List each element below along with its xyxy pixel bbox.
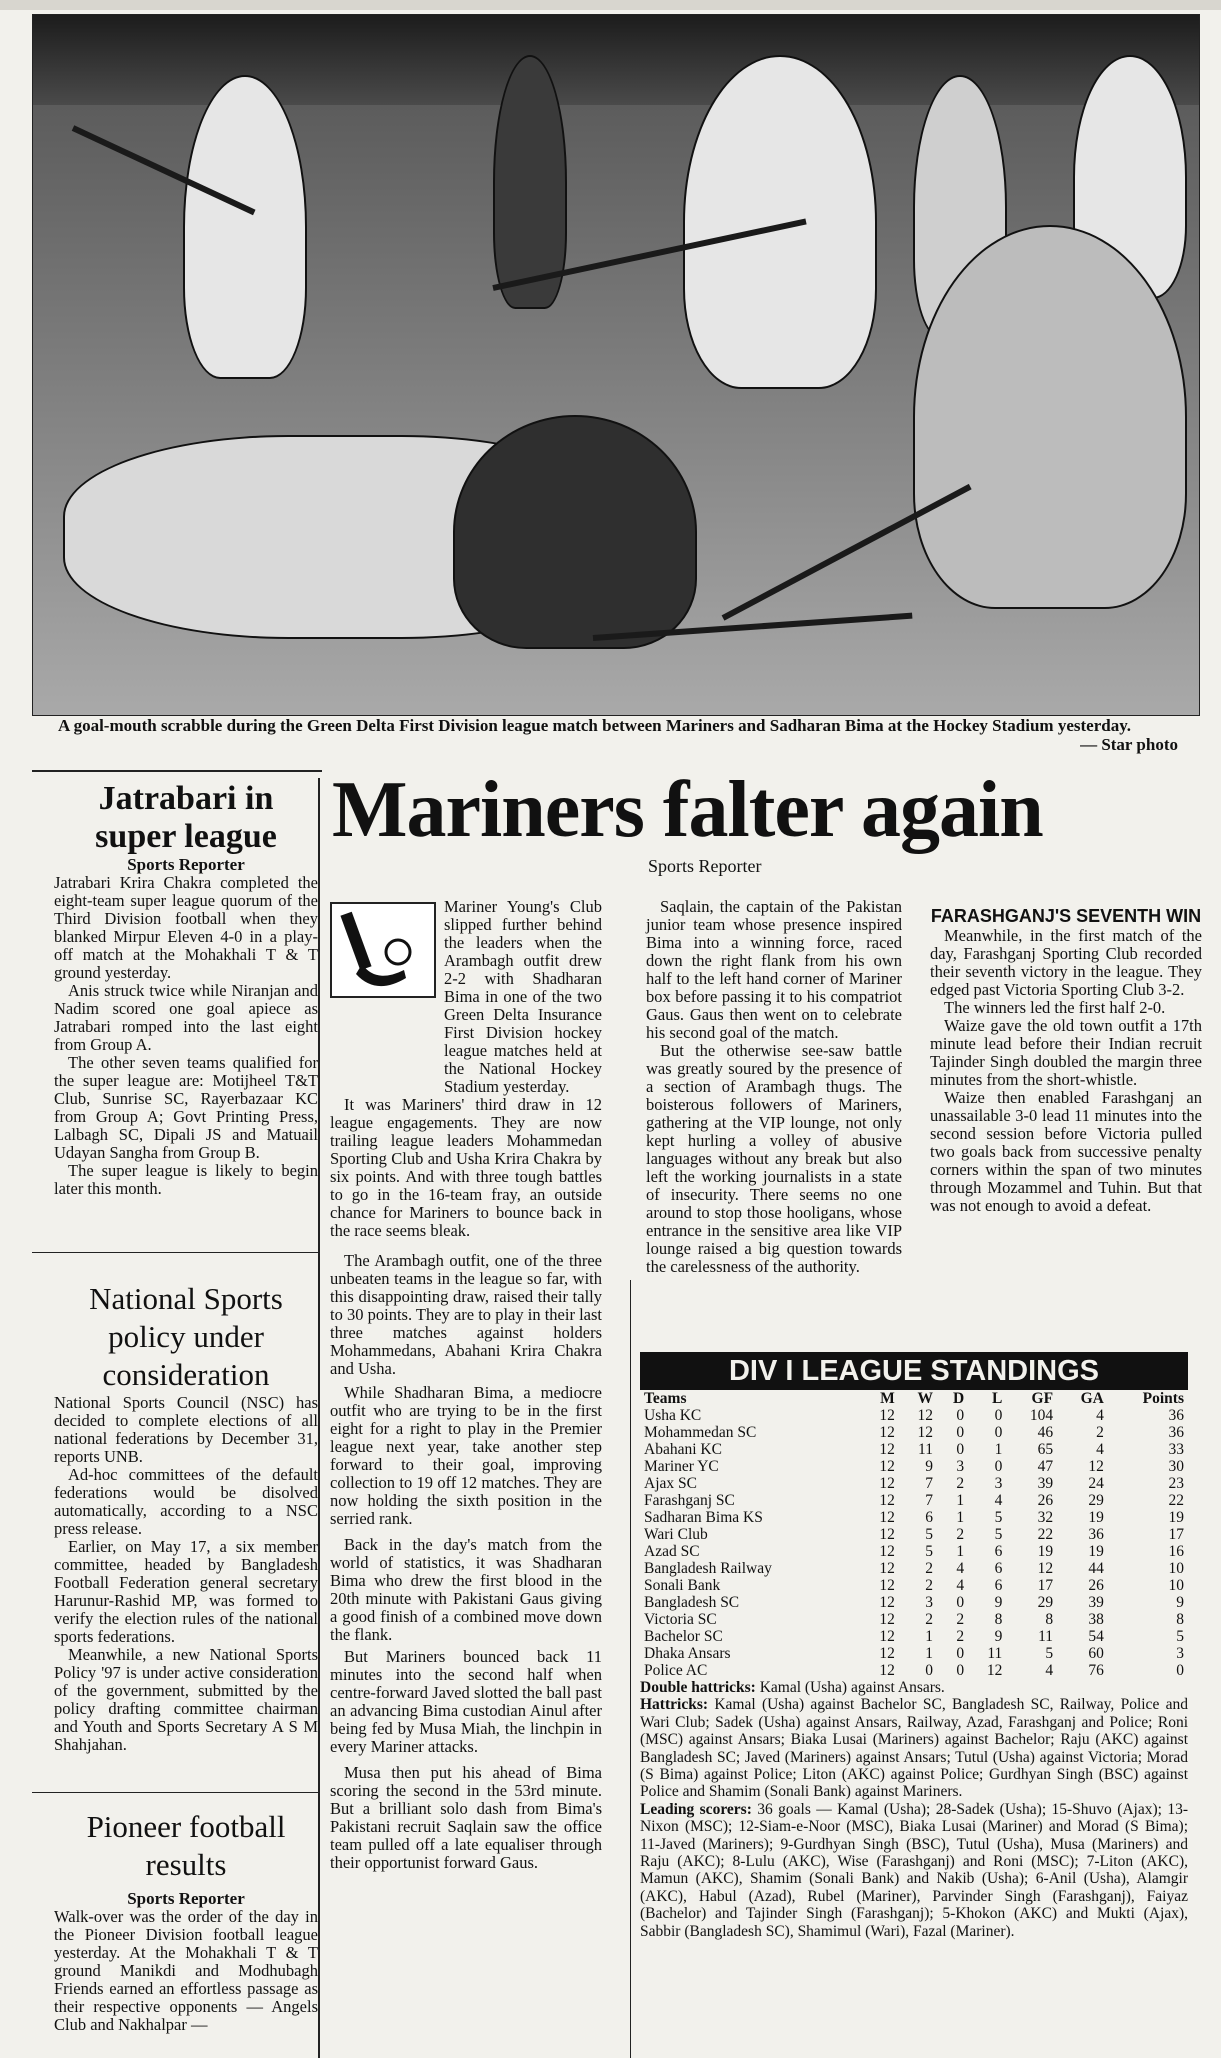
divider bbox=[318, 778, 320, 2058]
photo-credit: — Star photo bbox=[1080, 735, 1178, 754]
stat-cell: 26 bbox=[1088, 1577, 1104, 1594]
stat-cell: 36 bbox=[1168, 1424, 1184, 1441]
stat-cell: 44 bbox=[1088, 1560, 1104, 1577]
stat-cell: 10 bbox=[1168, 1560, 1184, 1577]
stat-cell: 19 bbox=[1168, 1509, 1184, 1526]
stat-cell: 0 bbox=[925, 1662, 933, 1679]
stat-cell: 12 bbox=[879, 1424, 895, 1441]
stat-cell: 12 bbox=[879, 1628, 895, 1645]
team-name-cell: Usha KC bbox=[644, 1407, 702, 1424]
table-row bbox=[640, 1645, 1188, 1662]
stat-cell: 5 bbox=[1176, 1628, 1184, 1645]
stat-cell: 54 bbox=[1088, 1628, 1104, 1645]
stat-cell: 12 bbox=[879, 1611, 895, 1628]
stat-cell: 12 bbox=[879, 1458, 895, 1475]
column-header: L bbox=[991, 1390, 1003, 1407]
player-figure bbox=[183, 75, 307, 379]
stat-cell: 65 bbox=[1037, 1441, 1054, 1458]
main-headline: Mariners falter again bbox=[332, 766, 1043, 854]
column-header: W bbox=[917, 1390, 933, 1407]
story-pioneer bbox=[54, 1808, 318, 2034]
headline: Pioneer football results bbox=[86, 1809, 286, 1882]
paragraph: But Mariners bounced back 11 minutes into the second half when centre-forward Javed slotted the ball past an advancing Bima custodian Ainul after being fed by Musa Miah, the linchpin in every Mariner attacks. bbox=[330, 1647, 602, 1756]
stat-cell: 2 bbox=[956, 1526, 965, 1543]
table-row bbox=[640, 1475, 1188, 1492]
team-name-cell: Mariner YC bbox=[644, 1458, 719, 1475]
stat-cell: 6 bbox=[925, 1509, 933, 1526]
table-row bbox=[640, 1560, 1188, 1577]
paragraph: Meanwhile, in the first match of the day, Farashganj Sporting Club recorded their seventh victory in the league. They edged past Victoria Sporting Club 3-2. bbox=[930, 926, 1202, 999]
stat-cell: 0 bbox=[956, 1594, 965, 1611]
paragraph: Walk-over was the order of the day in the Pioneer Division football league yesterday. At the Mohakhali T & T ground Manikdi and Modhubagh Friends earned an effortless passage as their respective opponents — Angels Club and Nakhalpar — bbox=[54, 1907, 318, 2034]
stat-cell: 0 bbox=[956, 1424, 965, 1441]
stat-cell: 1 bbox=[956, 1543, 965, 1560]
stat-cell: 8 bbox=[1176, 1611, 1184, 1628]
stat-cell: 29 bbox=[1088, 1492, 1104, 1509]
stat-cell: 12 bbox=[1088, 1458, 1104, 1475]
stat-cell: 36 bbox=[1168, 1407, 1184, 1424]
stat-cell: 6 bbox=[994, 1560, 1003, 1577]
stat-cell: 9 bbox=[1176, 1594, 1184, 1611]
stat-cell: 104 bbox=[1029, 1407, 1054, 1424]
stat-cell: 12 bbox=[879, 1577, 895, 1594]
main-col-1 bbox=[330, 898, 602, 1872]
stat-cell: 19 bbox=[1088, 1543, 1104, 1560]
stat-cell: 12 bbox=[917, 1424, 933, 1441]
stat-cell: 2 bbox=[925, 1577, 933, 1594]
stat-cell: 4 bbox=[1096, 1407, 1104, 1424]
team-name-cell: Victoria SC bbox=[644, 1611, 717, 1628]
stat-cell: 12 bbox=[879, 1492, 895, 1509]
column-header: M bbox=[880, 1390, 895, 1407]
paragraph: While Shadharan Bima, a mediocre outfit who are trying to be in the first eight for a right to play in the Premier league next year, take another step forward to their goal, improving collection to 19 off 12 matches. They are now holding the sixth position in the serried rank. bbox=[330, 1383, 602, 1528]
paragraph: Mariner Young's Club slipped further behind the leaders when the Arambagh outfit drew 2-2 with Shadharan Bima in one of the two Green Delta Insurance First Division hockey league matches held at the National Hockey Stadium yesterday. bbox=[444, 897, 602, 1096]
stat-cell: 17 bbox=[1168, 1526, 1184, 1543]
stat-cell: 12 bbox=[879, 1509, 895, 1526]
caption-text: A goal-mouth scrabble during the Green Delta First Division league match between Mariners and Sadharan Bima at the Hockey Stadium yesterday. bbox=[58, 716, 1132, 735]
table-header-row bbox=[640, 1390, 1188, 1407]
main-byline: Sports Reporter bbox=[648, 856, 762, 876]
team-name-cell: Dhaka Ansars bbox=[644, 1645, 731, 1662]
stat-cell: 12 bbox=[879, 1526, 895, 1543]
stat-cell: 4 bbox=[1096, 1441, 1104, 1458]
stat-cell: 8 bbox=[1045, 1611, 1054, 1628]
team-name-cell: Sonali Bank bbox=[644, 1577, 721, 1594]
byline: Sports Reporter bbox=[127, 855, 245, 874]
paragraph: Waize gave the old town outfit a 17th minute lead before their Indian recruit Tajinder Singh doubled the margin three minutes from the short-whistle. bbox=[930, 1016, 1202, 1089]
stat-cell: 5 bbox=[925, 1526, 933, 1543]
table-row bbox=[640, 1577, 1188, 1594]
standings-panel bbox=[640, 1352, 1188, 1940]
paragraph: The super league is likely to begin later this month. bbox=[54, 1161, 318, 1198]
stat-cell: 2 bbox=[956, 1628, 965, 1645]
stat-cell: 19 bbox=[1088, 1509, 1104, 1526]
stat-cell: 9 bbox=[994, 1628, 1003, 1645]
stat-cell: 12 bbox=[879, 1645, 895, 1662]
stat-cell: 12 bbox=[879, 1662, 895, 1679]
team-name-cell: Ajax SC bbox=[644, 1475, 697, 1492]
paragraph: Waize then enabled Farashganj an unassailable 3-0 lead 11 minutes into the second session before Victoria pulled two goals back from successive penalty corners within the span of two minutes through Mozammel and Tuhin. But that was not enough to avoid a defeat. bbox=[930, 1088, 1202, 1215]
stat-cell: 2 bbox=[925, 1560, 933, 1577]
stat-cell: 3 bbox=[925, 1594, 933, 1611]
stat-cell: 12 bbox=[986, 1662, 1003, 1679]
team-name-cell: Police AC bbox=[644, 1662, 708, 1679]
column-header: GA bbox=[1080, 1390, 1104, 1407]
hockey-match-photo bbox=[32, 14, 1200, 716]
stat-cell: 12 bbox=[879, 1407, 895, 1424]
byline: Sports Reporter bbox=[127, 1889, 245, 1908]
stat-cell: 4 bbox=[994, 1492, 1003, 1509]
page-top-strip bbox=[0, 0, 1221, 10]
headline: Jatrabari in super league bbox=[95, 780, 277, 855]
stat-cell: 12 bbox=[917, 1407, 933, 1424]
stat-cell: 39 bbox=[1088, 1594, 1104, 1611]
stat-cell: 1 bbox=[994, 1441, 1003, 1458]
team-name-cell: Bangladesh Railway bbox=[644, 1560, 772, 1577]
stat-cell: 0 bbox=[994, 1458, 1003, 1475]
stat-cell: 16 bbox=[1168, 1543, 1184, 1560]
stat-cell: 0 bbox=[956, 1441, 965, 1458]
standings-body bbox=[640, 1407, 1188, 1679]
stat-cell: 4 bbox=[956, 1560, 965, 1577]
stat-cell: 22 bbox=[1037, 1526, 1054, 1543]
story-jatrabari bbox=[54, 780, 318, 1198]
stat-cell: 26 bbox=[1037, 1492, 1054, 1509]
paragraph: Musa then put his ahead of Bima scoring the second in the 53rd minute. But a brilliant solo dash from Bima's Pakistani recruit Saqlain saw the office team pulled off a late equaliser through their opportunist forward Gaus. bbox=[330, 1763, 602, 1872]
table-row bbox=[640, 1492, 1188, 1509]
divider bbox=[32, 1252, 318, 1253]
story-sports-policy bbox=[54, 1280, 318, 1754]
stat-cell: 60 bbox=[1088, 1645, 1104, 1662]
stat-cell: 6 bbox=[994, 1577, 1003, 1594]
table-row bbox=[640, 1611, 1188, 1628]
player-figure bbox=[683, 55, 877, 389]
stat-cell: 8 bbox=[994, 1611, 1003, 1628]
stat-cell: 2 bbox=[956, 1611, 965, 1628]
team-name-cell: Wari Club bbox=[644, 1526, 708, 1543]
notes-text: Kamal (Usha) against Bachelor SC, Bangladesh SC, Railway, Police and Wari Club; Sadek (Usha) against Ansars, Railway, Azad, Farashganj and Police; Roni (MSC) against Ansars; Biaka Lusai (Mariners) against Bachelor; Raju (AKC) against Bangladesh SC; Javed (Mariners) against Ansars; Tutul (Usha) against Victoria; Morad (S Bima) against Police; Liton (AKC) against Police; Gurdhyan Singh (BSC) against Police and Shamim (Sonali Bank) against Mariners. bbox=[640, 1696, 1188, 1801]
stat-cell: 1 bbox=[925, 1645, 933, 1662]
table-row bbox=[640, 1407, 1188, 1424]
headline: National Sports policy under consideration bbox=[89, 1281, 283, 1392]
stat-cell: 12 bbox=[879, 1543, 895, 1560]
team-name-cell: Bachelor SC bbox=[644, 1628, 723, 1645]
stat-cell: 1 bbox=[956, 1492, 965, 1509]
stat-cell: 39 bbox=[1037, 1475, 1054, 1492]
stat-cell: 5 bbox=[994, 1526, 1003, 1543]
stat-cell: 12 bbox=[879, 1560, 895, 1577]
column-header: Points bbox=[1142, 1390, 1184, 1407]
stadium-stands bbox=[33, 15, 1199, 105]
team-name-cell: Bangladesh SC bbox=[644, 1594, 740, 1611]
stat-cell: 47 bbox=[1037, 1458, 1054, 1475]
main-col-2 bbox=[646, 898, 902, 1276]
goalkeeper-figure bbox=[453, 415, 697, 649]
paragraph: The winners led the first half 2-0. bbox=[944, 998, 1166, 1017]
team-name-cell: Abahani KC bbox=[644, 1441, 722, 1458]
stat-cell: 29 bbox=[1037, 1594, 1054, 1611]
standings-table bbox=[640, 1390, 1188, 1679]
photo-caption bbox=[58, 716, 1178, 754]
table-row bbox=[640, 1594, 1188, 1611]
stat-cell: 11 bbox=[1038, 1628, 1054, 1645]
stat-cell: 4 bbox=[956, 1577, 965, 1594]
paragraph: Earlier, on May 17, a six member committee, headed by Bangladesh Football Federation general secretary Harunur-Rashid MP, was formed to verify the election rules of the national sports federations. bbox=[54, 1537, 318, 1646]
stat-cell: 1 bbox=[925, 1628, 933, 1645]
column-header: GF bbox=[1031, 1390, 1054, 1407]
divider bbox=[630, 1280, 631, 2058]
stat-cell: 33 bbox=[1168, 1441, 1184, 1458]
stat-cell: 2 bbox=[956, 1475, 965, 1492]
table-row bbox=[640, 1662, 1188, 1679]
paragraph: The other seven teams qualified for the super league are: Motijheel T&T Club, Sunrise SC, Rayerbazaar KC from Group A; Govt Printing Press, Lalbagh SC, Dipali JS and Matuail Udayan Sangha from Group B. bbox=[54, 1053, 318, 1162]
stat-cell: 3 bbox=[956, 1458, 965, 1475]
notes-label: Double hattricks: bbox=[640, 1679, 756, 1696]
stat-cell: 46 bbox=[1037, 1424, 1054, 1441]
notes-text: 36 goals — Kamal (Usha); 28-Sadek (Usha); 15-Shuvo (Ajax); 13-Nixon (MSC); 12-Siam-e-Noor (MSC), Biaka Lusai (Mariner) and Morad (S Bima); 11-Javed (Mariners); 9-Gurdhyan Singh (BSC), Tutul (Usha), Musa (Mariners) and Raju (AKC); 8-Lulu (AKC), Wise (Farashganj) and Roni (MSC); 7-Liton (AKC), Mamun (AKC), Shamim (Sonali Bank) and Nakib (Usha); 6-Anil (Usha), Alamgir (AKC), Habul (Azad), Rubel (Mariner), Parvinder Singh (Farashganj), Faiyaz (Bachelor) and Tajinder Singh (Farashganj); 5-Khokon (AKC) and Mukti (Ajax), Sabbir (Bangladesh SC), Shamimul (Wari), Fazal (Mariner). bbox=[640, 1800, 1189, 1940]
column-header: D bbox=[952, 1390, 965, 1407]
stat-cell: 1 bbox=[956, 1509, 965, 1526]
paragraph: Ad-hoc committees of the default federations would be disolved automatically, according to a NSC press release. bbox=[54, 1465, 318, 1538]
stat-cell: 0 bbox=[956, 1407, 965, 1424]
paragraph: It was Mariners' third draw in 12 league engagements. They are now trailing league leaders Mohammedan Sporting Club and Usha Krira Chakra by six points. And with three tough battles to go in the 16-team fray, an outside chance for Mariners to bounce back in the race seems bleak. bbox=[330, 1095, 602, 1240]
paragraph: Jatrabari Krira Chakra completed the eight-team super league quorum of the Third Division football when they blanked Mirpur Eleven 4-0 in a play-off match at the Mohakhali T & T ground yesterday. bbox=[54, 873, 318, 982]
stat-cell: 2 bbox=[925, 1611, 933, 1628]
stat-cell: 0 bbox=[994, 1424, 1003, 1441]
stat-cell: 23 bbox=[1168, 1475, 1184, 1492]
stat-cell: 38 bbox=[1088, 1611, 1104, 1628]
stat-cell: 5 bbox=[925, 1543, 933, 1560]
notes-label: Leading scorers: bbox=[640, 1800, 752, 1818]
standings-notes bbox=[640, 1679, 1188, 1940]
stat-cell: 5 bbox=[1045, 1645, 1054, 1662]
divider bbox=[32, 770, 322, 772]
notes-text: Kamal (Usha) against Ansars. bbox=[759, 1679, 945, 1696]
table-row bbox=[640, 1543, 1188, 1560]
paragraph: Meanwhile, a new National Sports Policy '97 is under active consideration of the government, submitted by the policy drafting committee chairman and Youth and Sports Secretary A S M Shahjahan. bbox=[54, 1645, 318, 1754]
table-row bbox=[640, 1441, 1188, 1458]
stat-cell: 22 bbox=[1168, 1492, 1184, 1509]
table-row bbox=[640, 1526, 1188, 1543]
stat-cell: 11 bbox=[987, 1645, 1003, 1662]
table-row bbox=[640, 1509, 1188, 1526]
subheading: FARASHGANJ'S SEVENTH WIN bbox=[930, 906, 1202, 926]
stat-cell: 4 bbox=[1045, 1662, 1054, 1679]
stat-cell: 30 bbox=[1168, 1458, 1184, 1475]
main-col-3 bbox=[930, 898, 1202, 1215]
stat-cell: 7 bbox=[925, 1475, 933, 1492]
team-name-cell: Mohammedan SC bbox=[644, 1424, 757, 1441]
paragraph: Saqlain, the captain of the Pakistan junior team whose presence inspired Bima into a winning force, raced down the right flank from his own half to the left hand corner of Mariner box before passing it to his compatriot Gaus. Gaus then went on to celebrate his second goal of the match. bbox=[646, 897, 902, 1042]
table-row bbox=[640, 1628, 1188, 1645]
player-figure bbox=[913, 225, 1187, 609]
paragraph: Anis struck twice while Niranjan and Nadim scored one goal apiece as Jatrabari romped into the last eight from Group A. bbox=[54, 981, 318, 1054]
stat-cell: 5 bbox=[994, 1509, 1003, 1526]
stat-cell: 10 bbox=[1168, 1577, 1184, 1594]
stat-cell: 12 bbox=[879, 1594, 895, 1611]
paragraph: National Sports Council (NSC) has decided to complete elections of all national federations by December 31, reports UNB. bbox=[54, 1393, 318, 1466]
stat-cell: 0 bbox=[956, 1645, 965, 1662]
stat-cell: 0 bbox=[956, 1662, 965, 1679]
standings-title: DIV I LEAGUE STANDINGS bbox=[640, 1352, 1188, 1390]
paragraph: Back in the day's match from the world of statistics, it was Shadharan Bima who drew the first blood in the 20th minute with Pakistani Gaus giving a good finish of a combined move down the flank. bbox=[330, 1535, 602, 1644]
stat-cell: 6 bbox=[994, 1543, 1003, 1560]
divider bbox=[32, 1792, 318, 1793]
stat-cell: 17 bbox=[1037, 1577, 1054, 1594]
stat-cell: 24 bbox=[1088, 1475, 1104, 1492]
stat-cell: 36 bbox=[1088, 1526, 1104, 1543]
paragraph: The Arambagh outfit, one of the three unbeaten teams in the league so far, with this disappointing draw, raised their tally to 30 points. They are to play in their last three matches against holders Mohammedans, Abahani Krira Chakra and Usha. bbox=[330, 1251, 602, 1378]
stat-cell: 0 bbox=[1176, 1662, 1184, 1679]
stat-cell: 3 bbox=[1176, 1645, 1184, 1662]
stat-cell: 11 bbox=[918, 1441, 933, 1458]
paragraph: But the otherwise see-saw battle was greatly soured by the presence of a section of Arambagh thugs. The boisterous followers of Mariners, gathering at the VIP lounge, not only kept hurling a volley of abusive languages without any break but also left the working journalists in a state of insecurity. There seems no one around to stop those hooligans, whose entrance in the sensitive area like VIP lounge raised a big question towards the carelessness of the authority. bbox=[646, 1041, 902, 1276]
stat-cell: 9 bbox=[994, 1594, 1003, 1611]
stat-cell: 76 bbox=[1088, 1662, 1104, 1679]
team-name-cell: Farashganj SC bbox=[644, 1492, 735, 1509]
stat-cell: 12 bbox=[879, 1441, 895, 1458]
stat-cell: 12 bbox=[1037, 1560, 1054, 1577]
table-row bbox=[640, 1458, 1188, 1475]
stat-cell: 3 bbox=[994, 1475, 1003, 1492]
stat-cell: 9 bbox=[925, 1458, 933, 1475]
stat-cell: 0 bbox=[994, 1407, 1003, 1424]
notes-label: Hattricks: bbox=[640, 1696, 709, 1714]
stat-cell: 2 bbox=[1096, 1424, 1104, 1441]
table-row bbox=[640, 1424, 1188, 1441]
stat-cell: 19 bbox=[1037, 1543, 1054, 1560]
team-name-cell: Azad SC bbox=[644, 1543, 700, 1560]
stat-cell: 32 bbox=[1037, 1509, 1054, 1526]
stat-cell: 7 bbox=[925, 1492, 933, 1509]
stat-cell: 12 bbox=[879, 1475, 895, 1492]
column-header: Teams bbox=[644, 1390, 687, 1407]
team-name-cell: Sadharan Bima KS bbox=[644, 1509, 763, 1526]
